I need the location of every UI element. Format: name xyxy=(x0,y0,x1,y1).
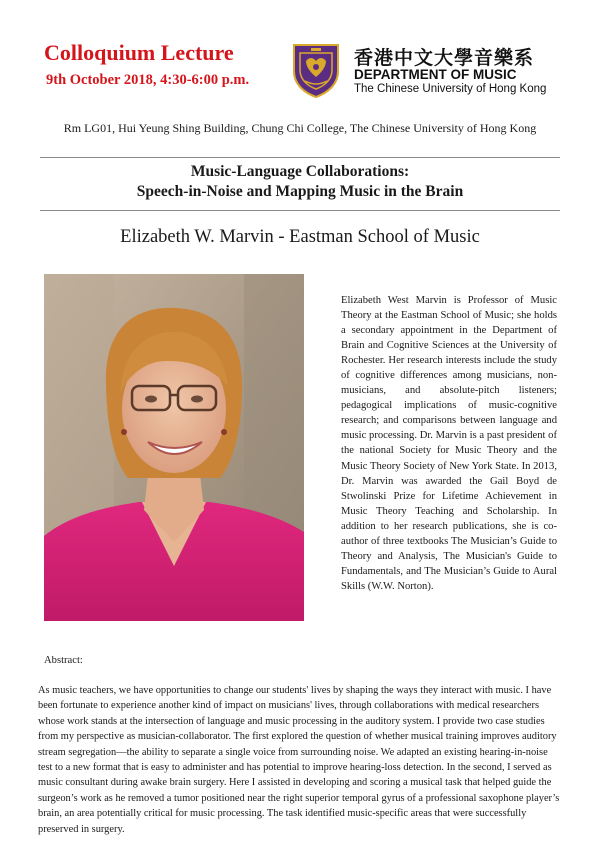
talk-title-line-2: Speech-in-Noise and Mapping Music in the Brain xyxy=(136,183,464,200)
speaker-name: Elizabeth W. Marvin - Eastman School of Music xyxy=(120,227,480,247)
divider-bottom xyxy=(40,210,560,211)
abstract-label: Abstract: xyxy=(44,655,83,666)
department-name: DEPARTMENT OF MUSIC xyxy=(354,67,517,82)
talk-title-line-1: Music-Language Collaborations: xyxy=(190,163,410,180)
divider-top xyxy=(40,157,560,158)
abstract-body: As music teachers, we have opportunities to change our students' lives by shaping the ways they interact with music. I have been fortunate to experience another kind of impact on musicians' lives, through collaborations with medical researchers whose work stands at the intersection of language and music processing in the auditory system. I provide two case studies from my perspective as musician-collaborator. The first explored the question of whether musical training improves auditory stream segregation—the ability to separate a single voice from surrounding noise. We adapted an existing hearing-in-noise test to a new format that is easy to administer and has potential to improve hearing-loss detection. In the second, I served as music consultant during awake brain surgery. Here I assisted in developing and scoring a musical task that helped guide the surgeon’s work as he removed a tumor positioned near the right superior temporal gyrus of a professional saxophone player’s brain, an area potentially critical for music processing. The task identified music-specific areas that were successfully preserved in surgery. xyxy=(38,685,560,835)
university-name: The Chinese University of Hong Kong xyxy=(354,83,547,95)
cuhk-crest-icon xyxy=(291,43,341,98)
venue: Rm LG01, Hui Yeung Shing Building, Chung Chi College, The Chinese University of Hong Kong xyxy=(63,121,537,135)
talk-title xyxy=(0,162,600,202)
speaker-portrait-photo xyxy=(44,274,304,621)
speaker-bio: Elizabeth West Marvin is Professor of Music Theory at the Eastman School of Music; she holds a secondary appointment in the Department of Brain and Cognitive Sciences at the University of Rochester. Her research interests include the study of cognitive differences among musicians, non-musicians, and absolute-pitch listeners; pedagogical implications of music-cognitive research; and comparisons between language and music processing. Dr. Marvin is a past president of the national Society for Music Theory and the Music Theory Society of New York State. In 2013, Dr. Marvin was awarded the Gail Boyd de Stwolinski Prize for Lifetime Achievement in Music Theory Teaching and Scholarship. In addition to her research publications, she is co-author of three textbooks The Musician’s Guide to Theory and Analysis, The Musician's Guide to Fundamentals, and The Musician’s Guide to Aural Skills (W.W. Norton). xyxy=(341,295,557,592)
event-datetime: 9th October 2018, 4:30-6:00 p.m. xyxy=(46,72,250,88)
department-chinese-name: 香港中文大學音樂系 xyxy=(354,47,535,69)
event-title: Colloquium Lecture xyxy=(44,40,234,65)
